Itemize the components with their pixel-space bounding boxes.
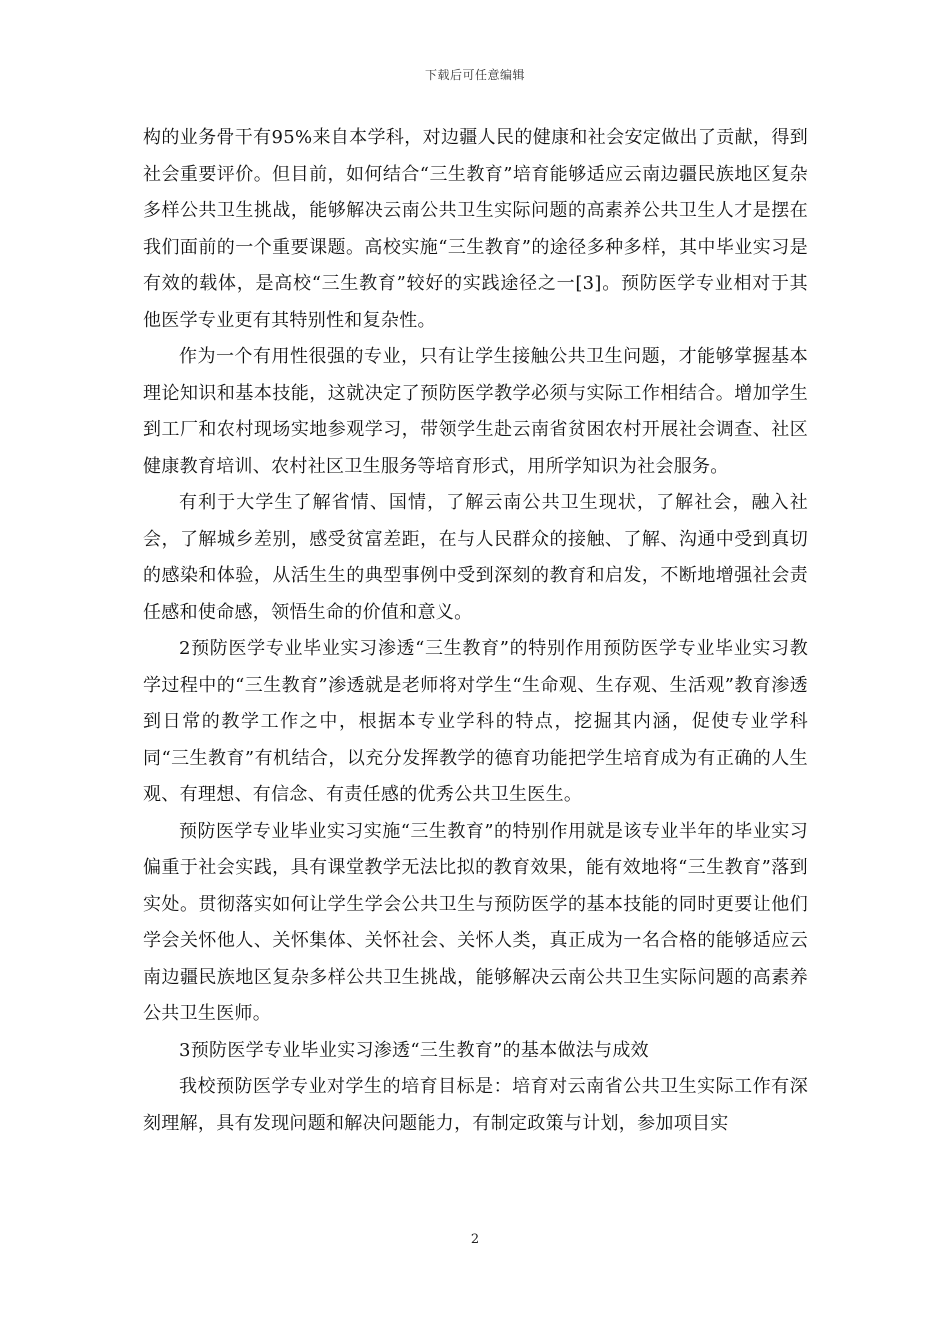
page-header: 下载后可任意编辑	[424, 68, 525, 82]
page-number: 2	[470, 1232, 480, 1247]
paragraph: 有利于大学生了解省情、国情，了解云南公共卫生现状，了解社会，融入社会，了解城乡差别，感受贫富差距，在与人民群众的接触、了解、沟通中受到真切的感染和体验，从活生生的典型事例中受到深刻的教育和启发，不断地增强社会责任感和使命感，领悟生命的价值和意义。	[143, 492, 808, 623]
paragraph: 作为一个有用性很强的专业，只有让学生接触公共卫生问题，才能够掌握基本理论知识和基本技能，这就决定了预防医学教学必须与实际工作相结合。增加学生到工厂和农村现场实地参观学习，带领学生赴云南省贫困农村开展社会调查、社区健康教育培训、农村社区卫生服务等培育形式，用所学知识为社会服务。	[143, 346, 808, 477]
paragraph: 预防医学专业毕业实习实施“三生教育”的特别作用就是该专业半年的毕业实习偏重于社会实践，具有课堂教学无法比拟的教育效果，能有效地将“三生教育”落到实处。贯彻落实如何让学生学会公共卫生与预防医学的基本技能的同时更要让他们学会关怀他人、关怀集体、关怀社会、关怀人类，真正成为一名合格的能够适应云南边疆民族地区复杂多样公共卫生挑战，能够解决云南公共卫生实际问题的高素养公共卫生医师。	[143, 820, 808, 1024]
paragraph-continued: 构的业务骨干有95%来自本学科，对边疆人民的健康和社会安定做出了贡献，得到社会重要评价。但目前，如何结合“三生教育”培育能够适应云南边疆民族地区复杂多样公共卫生挑战，能够解决云南公共卫生实际问题的高素养公共卫生人才是摆在我们面前的一个重要课题。高校实施“三生教育”的途径多种多样，其中毕业实习是有效的载体，是高校“三生教育”较好的实践途径之一[3]。预防医学专业相对于其他医学专业更有其特别性和复杂性。	[143, 127, 808, 331]
paragraph: 我校预防医学专业对学生的培育目标是：培育对云南省公共卫生实际工作有深刻理解，具有发现问题和解决问题能力，有制定政策与计划，参加项目实	[143, 1076, 808, 1134]
body-text	[143, 120, 808, 1142]
section-2-paragraph: 2预防医学专业毕业实习渗透“三生教育”的特别作用预防医学专业毕业实习教学过程中的“三生教育”渗透就是老师将对学生“生命观、生存观、生活观”教育渗透到日常的教学工作之中，根据本专业学科的特点，挖掘其内涵，促使专业学科同“三生教育”有机结合，以充分发挥教学的德育功能把学生培育成为有正确的人生观、有理想、有信念、有责任感的优秀公共卫生医生。	[143, 638, 808, 805]
section-3-heading: 3预防医学专业毕业实习渗透“三生教育”的基本做法与成效	[179, 1039, 649, 1061]
